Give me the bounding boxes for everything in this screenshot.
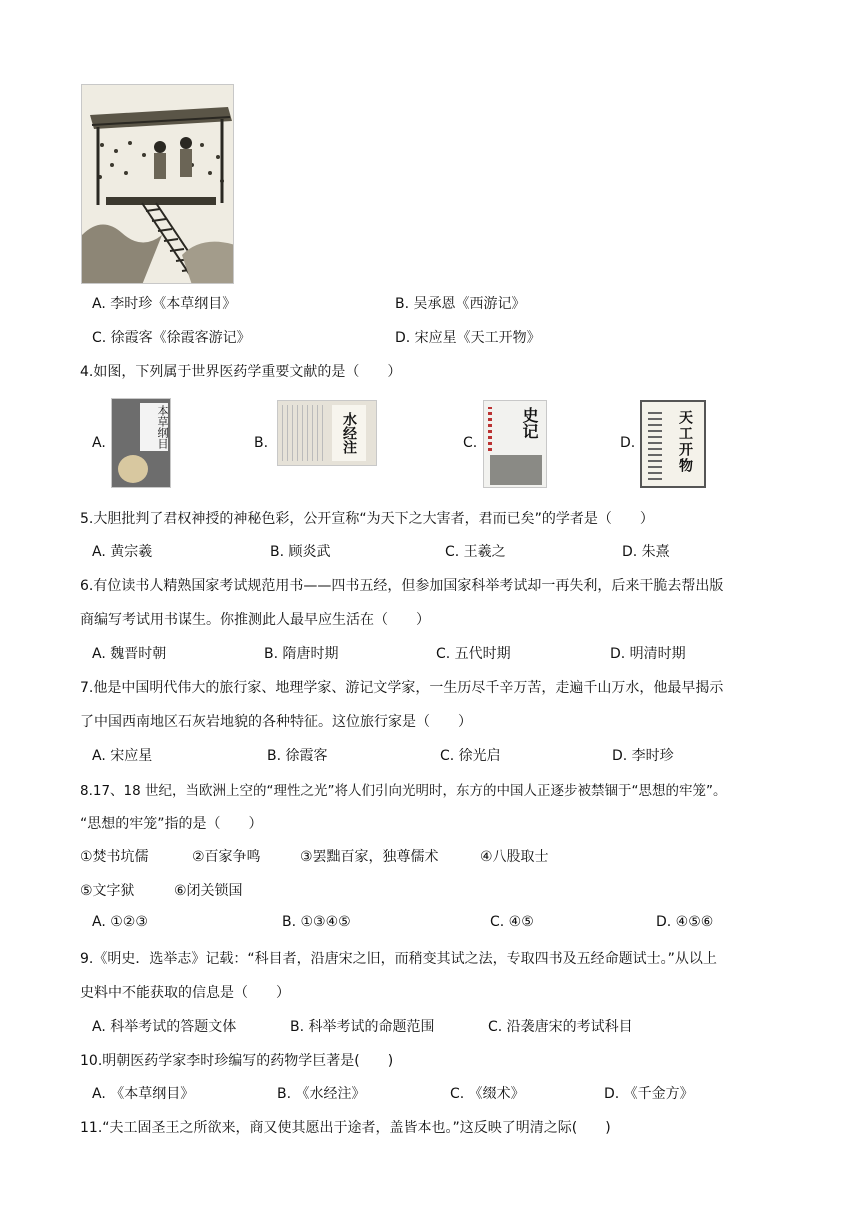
q5-stem: 5.大胆批判了君权神授的神秘色彩，公开宣称“为天下之大害者，君而已矣”的学者是（ ） [80, 511, 654, 527]
q9-option-b: B. 科举考试的命题范围 [290, 1019, 435, 1035]
woodcut-illustration [81, 84, 234, 284]
q3-option-c: C. 徐霞客《徐霞客游记》 [92, 330, 251, 346]
q11-stem: 11.“夫工固圣王之所欲来，商又使其愿出于途者，盖皆本也。”这反映了明清之际( ) [80, 1120, 611, 1136]
woodcut-drawing [82, 85, 234, 284]
q3-option-b: B. 吴承恩《西游记》 [395, 296, 526, 312]
q4-label-a: A. [92, 435, 106, 451]
q6-option-a: A. 魏晋时朝 [92, 646, 167, 662]
q7-option-d: D. 李时珍 [612, 748, 674, 764]
q10-option-a: A. 《本草纲目》 [92, 1086, 195, 1102]
q8-stem-line2: “思想的牢笼”指的是（ ） [80, 816, 263, 832]
illustration-icon [490, 455, 542, 485]
book-title-a: 本草纲目 [140, 403, 168, 451]
q4-stem: 4.如图，下列属于世界医药学重要文献的是（ ） [80, 364, 402, 380]
q10-option-c: C. 《缀术》 [450, 1086, 525, 1102]
q10-option-b: B. 《水经注》 [277, 1086, 366, 1102]
book-cover-c [483, 400, 547, 488]
q8-item-6: ⑥闭关锁国 [174, 883, 243, 899]
q10-stem: 10.明朝医药学家李时珍编写的药物学巨著是( ) [80, 1053, 394, 1069]
q9-stem-line2: 史料中不能获取的信息是（ ） [80, 985, 290, 1001]
q8-stem-line1: 8.17、18 世纪，当欧洲上空的“理性之光”将人们引向光明时，东方的中国人正逐步被禁锢于“思想的牢笼”。 [80, 783, 727, 799]
q7-stem-line1: 7.他是中国明代伟大的旅行家、地理学家、游记文学家，一生历尽千辛万苦，走遍千山万水，他最早揭示 [80, 680, 724, 696]
book-cover-d [640, 400, 706, 488]
q8-item-5: ⑤文字狱 [80, 883, 135, 899]
q8-item-2: ②百家争鸣 [192, 849, 261, 865]
q5-option-b: B. 顾炎武 [270, 544, 331, 560]
book-cover-b [277, 400, 377, 466]
q3-option-d: D. 宋应星《天工开物》 [395, 330, 541, 346]
q7-option-b: B. 徐霞客 [267, 748, 328, 764]
q5-option-d: D. 朱熹 [622, 544, 670, 560]
q7-option-a: A. 宋应星 [92, 748, 153, 764]
q6-option-b: B. 隋唐时期 [264, 646, 339, 662]
q8-item-3: ③罢黜百家，独尊儒术 [300, 849, 439, 865]
q8-item-4: ④八股取士 [480, 849, 549, 865]
q6-option-c: C. 五代时期 [436, 646, 511, 662]
q6-stem-line1: 6.有位读书人精熟国家考试规范用书——四书五经，但参加国家科举考试却一再失利，后来干脆去帮出版 [80, 578, 724, 594]
text-texture-d [648, 410, 662, 480]
q6-stem-line2: 商编写考试用书谋生。你推测此人最早应生活在（ ） [80, 612, 430, 628]
text-texture [282, 405, 326, 461]
q7-stem-line2: 了中国西南地区石灰岩地貌的各种特征。这位旅行家是（ ） [80, 714, 472, 730]
seal-marks [488, 407, 492, 451]
q8-item-1: ①焚书坑儒 [80, 849, 149, 865]
book-title-d: 天工开物 [677, 410, 693, 474]
q4-label-c: C. [463, 435, 478, 451]
q5-option-a: A. 黄宗羲 [92, 544, 153, 560]
q8-option-a: A. ①②③ [92, 914, 148, 930]
book-title-b: 水经注 [332, 405, 366, 461]
q8-option-d: D. ④⑤⑥ [656, 914, 714, 930]
portrait-icon [118, 455, 148, 483]
q9-option-c: C. 沿袭唐宋的考试科目 [488, 1019, 633, 1035]
q10-option-d: D. 《千金方》 [604, 1086, 694, 1102]
q4-label-d: D. [620, 435, 636, 451]
q9-stem-line1: 9.《明史．选举志》记载：“科目者，沿唐宋之旧，而稍变其试之法，专取四书及五经命题试士。”从以上 [80, 951, 717, 967]
q8-option-b: B. ①③④⑤ [282, 914, 351, 930]
q9-option-a: A. 科举考试的答题文体 [92, 1019, 237, 1035]
q6-option-d: D. 明清时期 [610, 646, 686, 662]
book-cover-a [111, 398, 171, 488]
q5-option-c: C. 王羲之 [445, 544, 506, 560]
q7-option-c: C. 徐光启 [440, 748, 501, 764]
q4-label-b: B. [254, 435, 269, 451]
q8-option-c: C. ④⑤ [490, 914, 534, 930]
book-title-c: 史记 [520, 407, 539, 439]
q3-option-a: A. 李时珍《本草纲目》 [92, 296, 237, 312]
